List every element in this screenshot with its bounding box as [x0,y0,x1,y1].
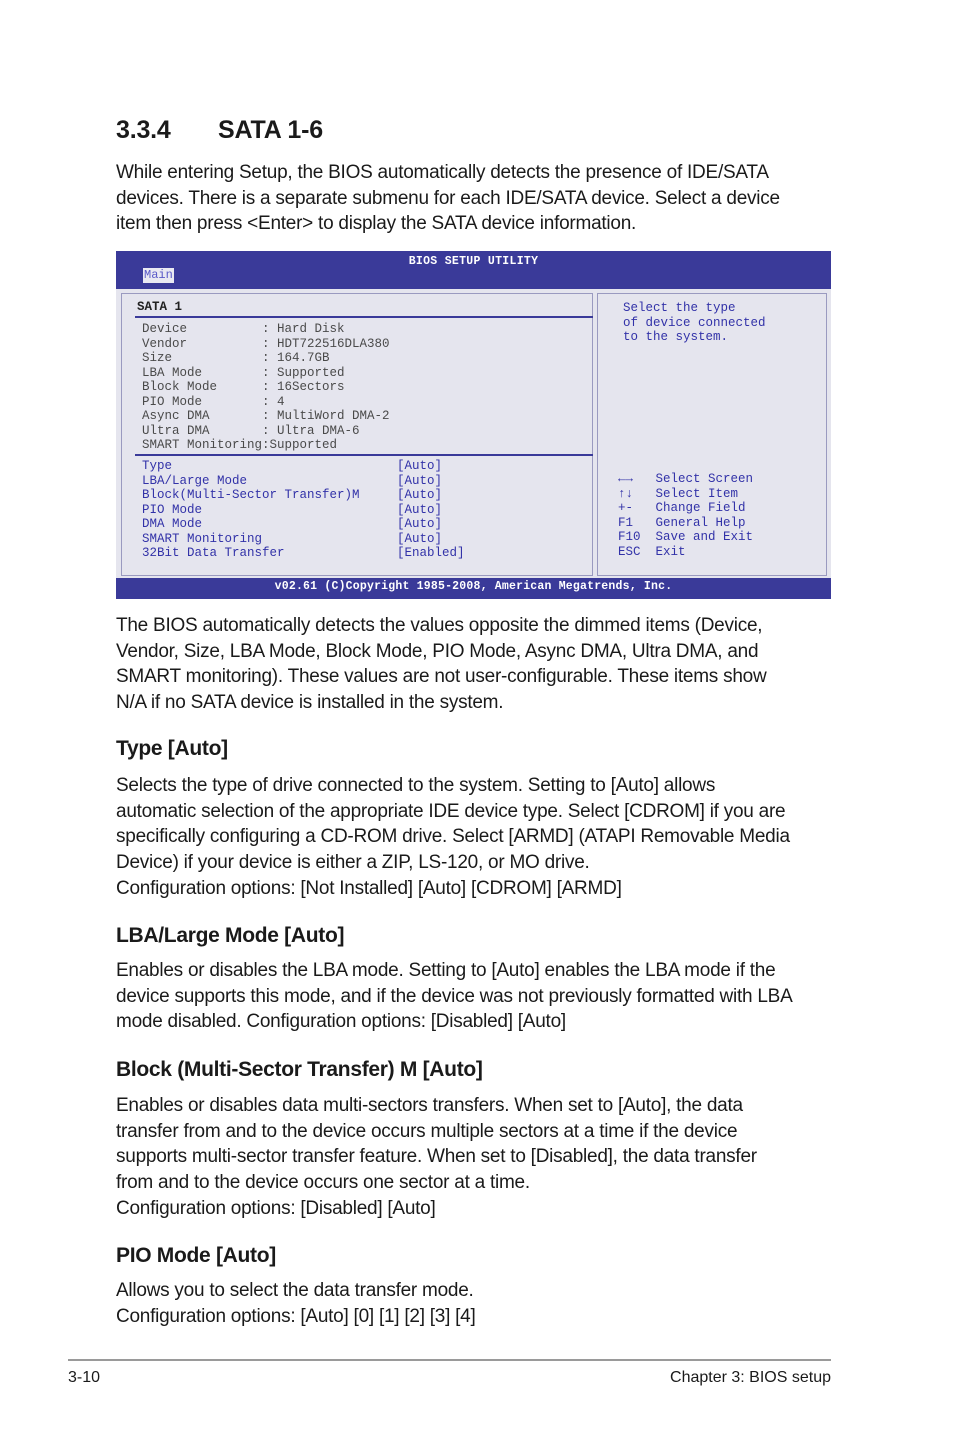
help-line: of device connected [623,315,766,330]
bios-title: BIOS SETUP UTILITY [408,255,539,268]
key-save-exit: F10 Save and Exit [618,530,754,544]
key-select-item: ↑↓ Select Item [618,486,739,501]
page-number: 3-10 [68,1369,101,1386]
section-heading [116,116,323,145]
bios-section-title: SATA 1 [137,300,183,314]
paragraph-line: Configuration options: [Auto] [0] [1] [2] [3] [4] [116,1305,476,1327]
detect-paragraph [116,613,836,716]
divider [135,454,593,456]
paragraph-line: device supports this mode, and if the device was not previously formatted with LBA [116,985,793,1007]
key-change-field: +- Change Field [618,501,746,515]
info-row: Size : 164.7GB [142,351,330,365]
intro-line: devices. There is a separate submenu for each IDE/SATA device. Select a device [116,187,780,209]
section-number: 3.3.4 [116,116,171,144]
pio-heading: PIO Mode [Auto] [116,1244,276,1267]
key-exit: ESC Exit [618,544,686,559]
bios-tab-main[interactable]: Main [144,268,173,282]
key-select-screen: ←→ Select Screen [618,472,754,486]
intro-line: While entering Setup, the BIOS automatically detects the presence of IDE/SATA [116,162,769,183]
paragraph-line: Vendor, Size, LBA Mode, Block Mode, PIO Mode, Async DMA, Ultra DMA, and [116,640,759,662]
option-block-mode[interactable]: Block(Multi-Sector Transfer)M [Auto] [142,488,443,502]
bios-copyright: v02.61 (C)Copyright 1985-2008, American Megatrends, Inc. [274,580,673,593]
footer-divider [68,1359,831,1361]
type-paragraph [116,773,836,902]
info-row: LBA Mode : Supported [142,365,345,380]
paragraph-line: transfer from and to the device occurs multiple sectors at a time if the device [116,1120,738,1142]
paragraph-line: Enables or disables data multi-sectors transfers. When set to [Auto], the data [116,1095,743,1116]
paragraph-line: N/A if no SATA device is installed in the system. [116,692,504,714]
paragraph-line: from and to the device occurs one sector at a time. [116,1172,530,1194]
help-line: Select the type [623,301,736,315]
divider [135,316,593,318]
paragraph-line: Allows you to select the data transfer mode. [116,1280,474,1301]
bios-left-panel [121,293,593,576]
paragraph-line: specifically configuring a CD-ROM drive. Select [ARMD] (ATAPI Removable Media [116,826,790,848]
chapter-label: Chapter 3: BIOS setup [670,1369,831,1386]
section-title: SATA 1-6 [218,116,323,144]
option-type[interactable]: Type [Auto] [142,459,443,473]
intro-paragraph [116,160,836,237]
help-line: to the system. [623,330,729,344]
bios-screenshot [116,251,831,599]
type-heading: Type [Auto] [116,737,228,760]
paragraph-line: supports multi-sector transfer feature. When set to [Disabled], the data transfer [116,1146,757,1168]
info-row: SMART Monitoring:Supported [142,438,338,452]
lba-paragraph [116,958,836,1035]
option-smart-monitoring[interactable]: SMART Monitoring [Auto] [142,531,443,546]
bios-body [116,289,831,578]
block-heading: Block (Multi-Sector Transfer) M [Auto] [116,1058,483,1081]
paragraph-line: Configuration options: [Not Installed] [Auto] [CDROM] [ARMD] [116,877,622,899]
help-text [623,301,766,345]
paragraph-line: mode disabled. Configuration options: [Disabled] [Auto] [116,1011,566,1033]
paragraph-line: SMART monitoring). These values are not user-configurable. These items show [116,666,767,688]
info-row: Ultra DMA : Ultra DMA-6 [142,423,360,438]
pio-paragraph [116,1278,836,1329]
info-row: PIO Mode : 4 [142,394,285,409]
info-row: Vendor : HDT722516DLA380 [142,336,390,351]
device-info-list [142,322,390,453]
paragraph-line: Enables or disables the LBA mode. Setting to [Auto] enables the LBA mode if the [116,960,776,981]
key-legend [618,472,753,559]
info-row: Async DMA : MultiWord DMA-2 [142,409,390,423]
info-row: Device : Hard Disk [142,322,345,336]
paragraph-line: Device) if your device is either a ZIP, LS-120, or MO drive. [116,852,590,874]
paragraph-line: Configuration options: [Disabled] [Auto] [116,1197,436,1219]
option-pio-mode[interactable]: PIO Mode [Auto] [142,502,443,517]
intro-line: item then press <Enter> to display the SATA device information. [116,213,637,235]
paragraph-line: automatic selection of the appropriate IDE device type. Select [CDROM] if you are [116,800,786,822]
paragraph-line: Selects the type of drive connected to the system. Setting to [Auto] allows [116,775,716,796]
option-list [142,459,465,561]
block-paragraph [116,1093,836,1222]
lba-heading: LBA/Large Mode [Auto] [116,924,345,947]
info-row: Block Mode : 16Sectors [142,380,345,394]
option-32bit-transfer[interactable]: 32Bit Data Transfer [Enabled] [142,546,465,560]
option-lba-large-mode[interactable]: LBA/Large Mode [Auto] [142,473,443,488]
option-dma-mode[interactable]: DMA Mode [Auto] [142,517,443,531]
paragraph-line: The BIOS automatically detects the values opposite the dimmed items (Device, [116,615,763,636]
key-general-help: F1 General Help [618,515,746,530]
